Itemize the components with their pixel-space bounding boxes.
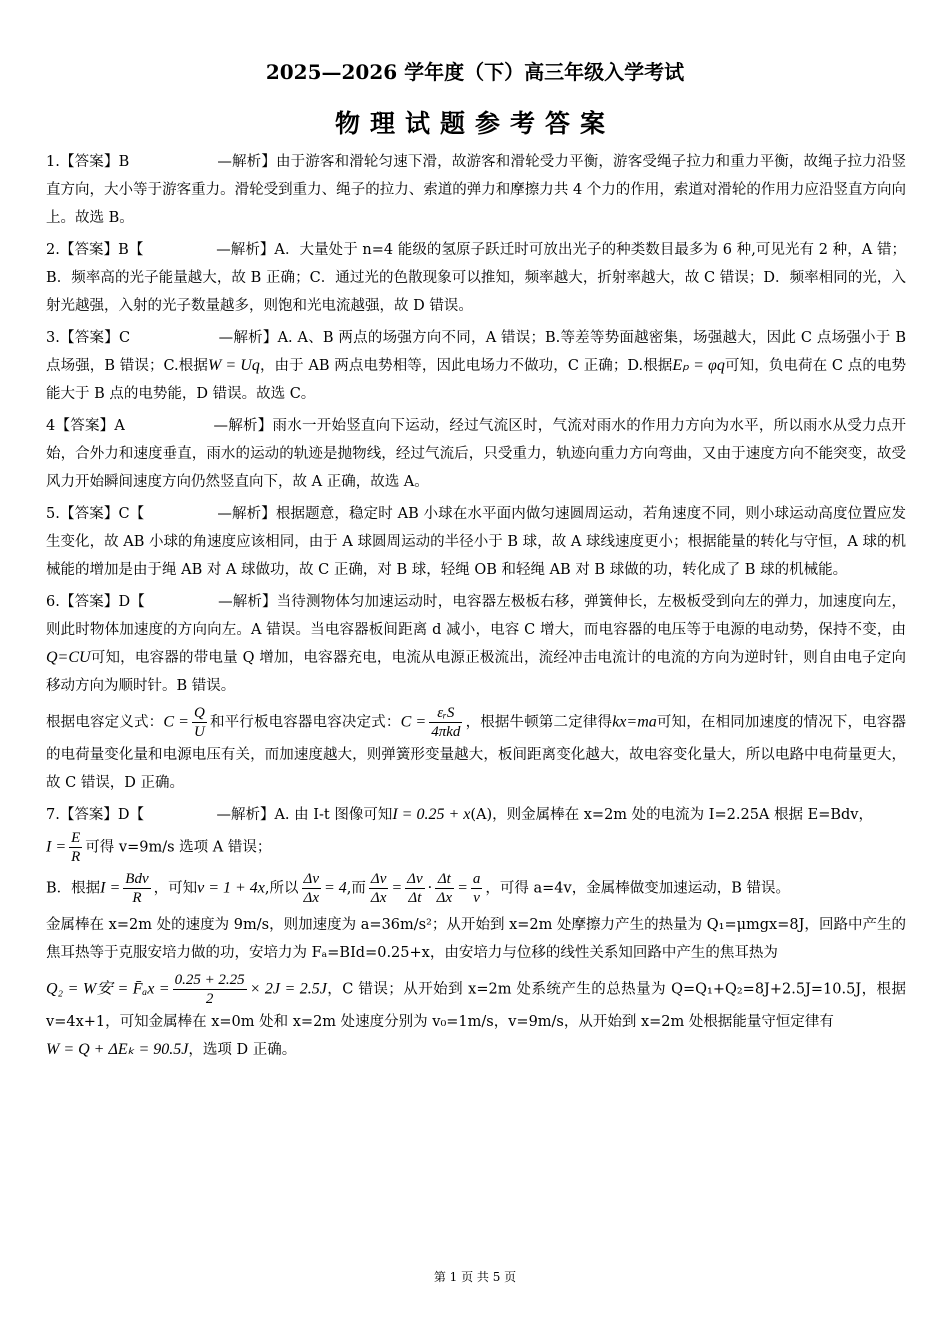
fraction-capacitance bbox=[429, 704, 462, 741]
fraction-numerator: Δv bbox=[407, 871, 423, 887]
fraction-denominator: R bbox=[71, 849, 81, 865]
fraction-q-over-u bbox=[192, 704, 207, 741]
equation-q-cu: Q=CU bbox=[46, 649, 91, 666]
fraction-dt-dx bbox=[435, 870, 454, 907]
fraction-e-over-r bbox=[69, 829, 82, 866]
fraction-dv-dt bbox=[405, 870, 424, 907]
answer-7-text-c: 可得 v=9m/s 选项 A 错误； bbox=[85, 839, 272, 856]
fraction-numerator: Q bbox=[193, 705, 205, 721]
answer-7-text-e: ，可知 bbox=[153, 880, 198, 897]
fraction-numerator: Δv bbox=[303, 871, 319, 887]
fraction-denominator: Δx bbox=[436, 890, 453, 906]
fraction-numerator: εᵣS bbox=[429, 704, 462, 723]
fraction-denominator: R bbox=[132, 890, 142, 906]
answer-6-continued bbox=[46, 704, 906, 797]
answer-content bbox=[46, 148, 906, 1068]
answer-7-text-f: ,所以 bbox=[264, 880, 299, 897]
equation-i-lhs: I = bbox=[46, 838, 67, 856]
equals-sign: = bbox=[457, 879, 468, 897]
answer-5: 5.【答案】C【 —解析】根据题意，稳定时 AB 小球在水平面内做匀速圆周运动，若角速度不同，则小球运动高度位置应发生变化，故 AB 小球的角速度应该相同，由于 A 球圆周运动的半径小于 B 球，故 A 球线速度更小；根据能量的转化与守恒，A 球的机械能的增加是由于绳 AB 对 A 球做功，故 C 正确，对 B 球，轻绳 OB 和轻绳 AB 对 B 球做的功，转化成了 B 球的机械能。 bbox=[46, 506, 906, 578]
fraction-average-force bbox=[173, 971, 247, 1008]
answer-7-text-i: ，C 错误；从开始到 x=2m 处系统产生的总热量为 Q=Q₁+Q₂=8J+2.5J=10.5J，根据 v=4x+1，可知金属棒在 x=0m 处和 x=2m 处速度分别为 v₀=1m/s，v=9m/s，从开始到 x=2m 处根据能量守恒定律有 bbox=[46, 981, 906, 1030]
equation-work-energy: W = Q + ΔEₖ = 90.5J bbox=[46, 1041, 189, 1058]
answer-6-text-f: 可知，在相同加速度的情况下，电容器的电荷量变化量和电源电压有关，而加速度越大，则弹簧形变量越大，板间距离变化越大，故电容变化量大，所以电路中电荷量更大，故 C 错误，D 正确。 bbox=[46, 714, 907, 791]
answer-3-text-c: 可知，负电荷在 C 点的电势能大于 B 点的电势能，D 错误。故选 C。 bbox=[46, 358, 907, 402]
fraction-numerator: a bbox=[472, 871, 481, 887]
equation-q2-rhs: × 2J = 2.5J bbox=[249, 980, 327, 998]
answer-6 bbox=[46, 588, 906, 700]
answer-7-text-d: B．根据 bbox=[46, 880, 101, 897]
answer-7-text-a: 7.【答案】D【 —解析】A. 由 I-t 图像可知 bbox=[46, 807, 393, 823]
answer-7-text-h: ，可得 a=4v，金属棒做变加速运动，B 错误。 bbox=[485, 880, 790, 897]
equation-c-lhs: C = bbox=[163, 713, 189, 731]
fraction-numerator: 0.25 + 2.25 bbox=[174, 972, 245, 988]
answer-7-option-c-continued bbox=[46, 971, 906, 1064]
equation-i-x: I = 0.25 + x bbox=[392, 806, 471, 823]
equation-equals-4: = 4 bbox=[323, 879, 347, 897]
equation-v-x: v = 1 + 4x bbox=[197, 879, 265, 897]
answer-7-text-g: ,而 bbox=[346, 880, 366, 897]
equation-w-uq: W = Uq bbox=[207, 357, 260, 374]
fraction-numerator: Δt bbox=[435, 870, 454, 889]
answer-6-text-c: 根据电容定义式： bbox=[46, 714, 164, 731]
fraction-dv-dx-2 bbox=[369, 870, 388, 907]
answer-6-text-a: 6.【答案】D【 —解析】当待测物体匀加速运动时，电容器左极板右移，弹簧伸长，左极板受到向左的弹力，加速度向左，则此时物体加速度的方向向左。A 错误。当电容器板间距离 d 减小，电容 C 增大，而电容器的电压等于电源的电动势，保持不变，由 bbox=[46, 594, 906, 638]
equals-sign: = bbox=[391, 879, 403, 897]
answer-3-text-b: ，由于 AB 两点电势相等，因此电场力不做功，C 正确；D.根据 bbox=[259, 358, 673, 374]
equation-ep-phiq: Eₚ = φq bbox=[672, 357, 725, 374]
answer-6-text-d: 和平行板电容器电容决定式： bbox=[209, 714, 401, 731]
answer-7-text-j: ，选项 D 正确。 bbox=[188, 1042, 297, 1058]
fraction-denominator: U bbox=[193, 724, 205, 740]
answer-6-text-e: ，根据牛顿第二定律得 bbox=[465, 714, 613, 731]
equation-c-lhs-2: C = bbox=[400, 713, 427, 731]
fraction-dv-dx bbox=[302, 870, 321, 907]
page-number: 第 1 页 共 5 页 bbox=[433, 1270, 517, 1284]
fraction-numerator: Δv bbox=[370, 871, 387, 887]
answer-3 bbox=[46, 324, 906, 408]
fraction-denominator: v bbox=[473, 890, 480, 906]
fraction-denominator: Δx bbox=[303, 890, 319, 906]
answer-4: 4【答案】A —解析】雨水一开始竖直向下运动，经过气流区时，气流对雨水的作用力方向为水平，所以雨水从受力点开始，合外力和速度垂直，雨水的运动的轨迹是抛物线，经过气流后，只受重力，轨迹向重力方向弯曲，又由于速度方向不能突变，故受风力开始瞬间速度方向仍然竖直向下，故 A 正确，故选 A。 bbox=[46, 418, 906, 490]
equation-i-lhs-2: I = bbox=[100, 879, 121, 897]
answer-2: 2.【答案】B【 —解析】A．大量处于 n=4 能级的氢原子跃迁时可放出光子的种类数目最多为 6 种,可见光有 2 种，A 错；B．频率高的光子能量越大，故 B 正确；C．通过光的色散现象可以推知，频率越大，折射率越大，故 C 错误；D．频率相同的光，入射光越强，入射的光子数量越多，则饱和光电流越强，故 D 错误。 bbox=[46, 242, 906, 314]
fraction-numerator: E bbox=[71, 830, 81, 846]
fraction-bdv-over-r bbox=[123, 870, 150, 907]
answer-7-option-b bbox=[46, 870, 906, 907]
fraction-numerator: Bdv bbox=[125, 871, 149, 887]
fraction-denominator: Δt bbox=[408, 890, 422, 906]
fraction-denominator: 4πkd bbox=[431, 724, 461, 740]
fraction-denominator: Δx bbox=[370, 890, 387, 906]
answer-7 bbox=[46, 801, 906, 866]
answer-7-text-b: (A)，则金属棒在 x=2m 处的电流为 I=2.25A 根据 E=Bdv， bbox=[470, 807, 873, 823]
dot-sign: · bbox=[427, 879, 432, 897]
answer-1: 1.【答案】B —解析】由于游客和滑轮匀速下滑，故游客和滑轮受力平衡，游客受绳子拉力和重力平衡，故绳子拉力沿竖直方向，大小等于游客重力。滑轮受到重力、绳子的拉力、索道的弹力和摩擦力共 4 个力的作用，索道对滑轮的作用力应沿竖直方向向上。故选 B。 bbox=[46, 154, 906, 226]
fraction-a-over-v bbox=[471, 870, 483, 907]
equation-q2-lhs: Q₂ = W安 = F̄ₐx = bbox=[46, 980, 170, 998]
answer-7-option-c: 金属棒在 x=2m 处的速度为 9m/s，则加速度为 a=36m/s²；从开始到 x=2m 处摩擦力产生的热量为 Q₁=μmgx=8J，回路中产生的焦耳热等于克服安培力做的功，安培力为 Fₐ=BId=0.25+x，由安培力与位移的线性关系知回路中产生的焦耳热为 bbox=[46, 917, 906, 961]
page-title: 2025—2026 学年度（下）高三年级入学考试 bbox=[265, 60, 685, 84]
answer-3-text-a: 3.【答案】C —解析】A. A、B 两点的场强方向不同，A 错误；B.等差等势面越密集，场强越大，因此 C 点场强小于 B 点场强，B 错误；C.根据 bbox=[46, 330, 906, 374]
fraction-denominator: 2 bbox=[205, 991, 214, 1007]
page-subtitle: 物理试题参考答案 bbox=[334, 109, 615, 138]
equation-kx-ma: kx=ma bbox=[612, 713, 657, 731]
answer-6-text-b: 可知，电容器的带电量 Q 增加，电容器充电，电流从电源正极流出，流经冲击电流计的电流的方向为逆时针，则自由电子定向移动方向为顺时针。B 错误。 bbox=[46, 650, 906, 694]
